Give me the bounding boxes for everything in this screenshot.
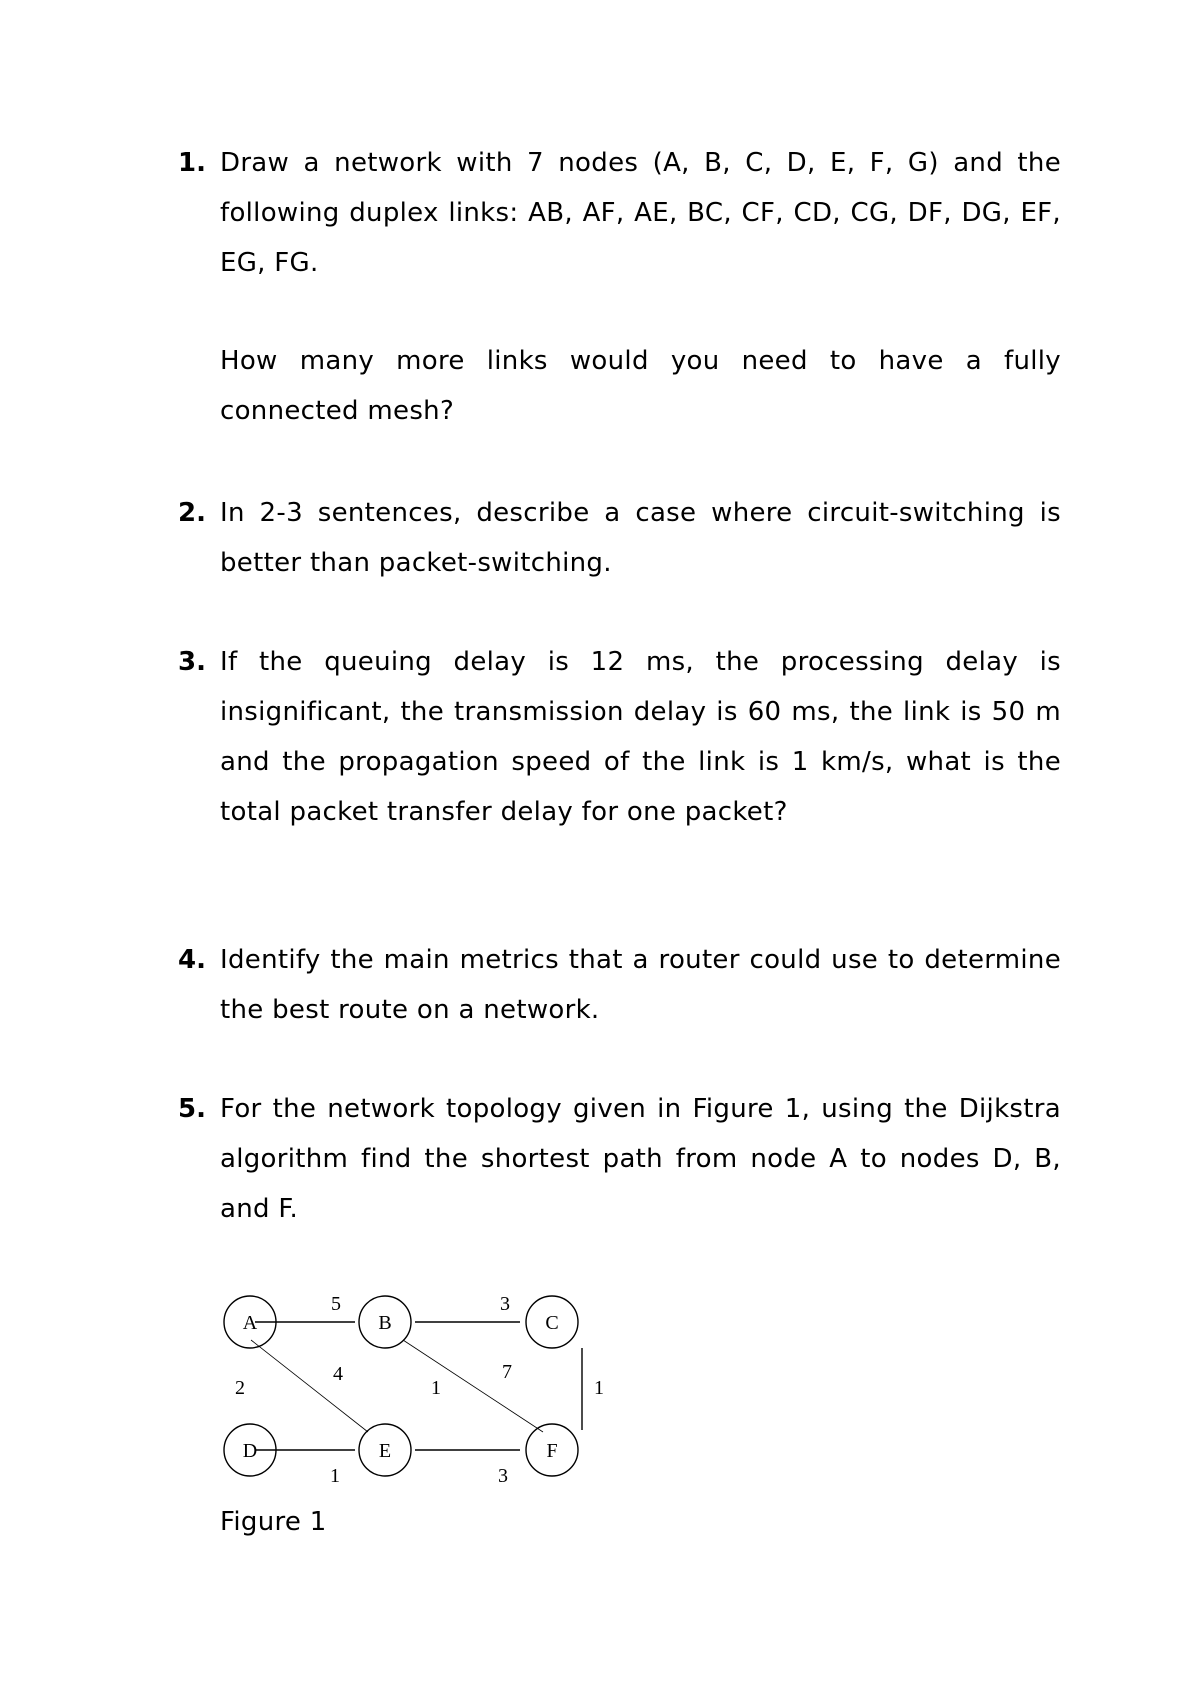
weight-c-f: 1: [594, 1377, 604, 1399]
edge-a-e: [251, 1340, 368, 1432]
weight-b-c: 3: [500, 1293, 510, 1315]
question-text: Identify the main metrics that a router could use to determine the best route on a network.: [220, 945, 1061, 1025]
question-text: For the network topology given in Figure 1, using the Dijkstra algorithm find the shortest path from node A to nodes D, B, and F.: [220, 1094, 1061, 1224]
weight-a-d: 2: [235, 1377, 245, 1399]
weight-b-f: 7: [502, 1361, 512, 1383]
weight-a-b: 5: [331, 1293, 341, 1315]
question-text: In 2-3 sentences, describe a case where circuit-switching is better than packet-switching.: [220, 498, 1061, 578]
network-topology-figure: [215, 1290, 615, 1490]
question-text: If the queuing delay is 12 ms, the processing delay is insignificant, the transmission delay is 60 ms, the link is 50 m and the propagation speed of the link is 1 km/s, what is the total packet transfer delay for one packet?: [220, 647, 1061, 827]
node-label-f: F: [546, 1440, 558, 1462]
edge-b-f: [403, 1340, 543, 1432]
question-number: 2.: [178, 498, 206, 528]
node-label-d: D: [242, 1440, 258, 1462]
question-text: Draw a network with 7 nodes (A, B, C, D, E, F, G) and the following duplex links: AB, AF, AE, BC, CF, CD, CG, DF, DG, EF, EG, FG.: [220, 148, 1061, 278]
network-graph: [215, 1290, 615, 1490]
question-number: 3.: [178, 647, 206, 677]
weight-e-f: 3: [498, 1465, 508, 1487]
figure-caption: Figure 1: [220, 1507, 327, 1537]
node-label-a: A: [242, 1312, 258, 1334]
node-label-b: B: [378, 1312, 392, 1334]
weight-b-e: 1: [431, 1377, 441, 1399]
question-number: 5.: [178, 1094, 206, 1124]
question-number: 4.: [178, 945, 206, 975]
weight-d-e: 1: [330, 1465, 340, 1487]
weight-a-e: 4: [333, 1363, 343, 1385]
node-label-c: C: [545, 1312, 559, 1334]
node-label-e: E: [378, 1440, 392, 1462]
question-number: 1.: [178, 148, 206, 178]
question-text: How many more links would you need to have a fully connected mesh?: [220, 346, 1061, 426]
